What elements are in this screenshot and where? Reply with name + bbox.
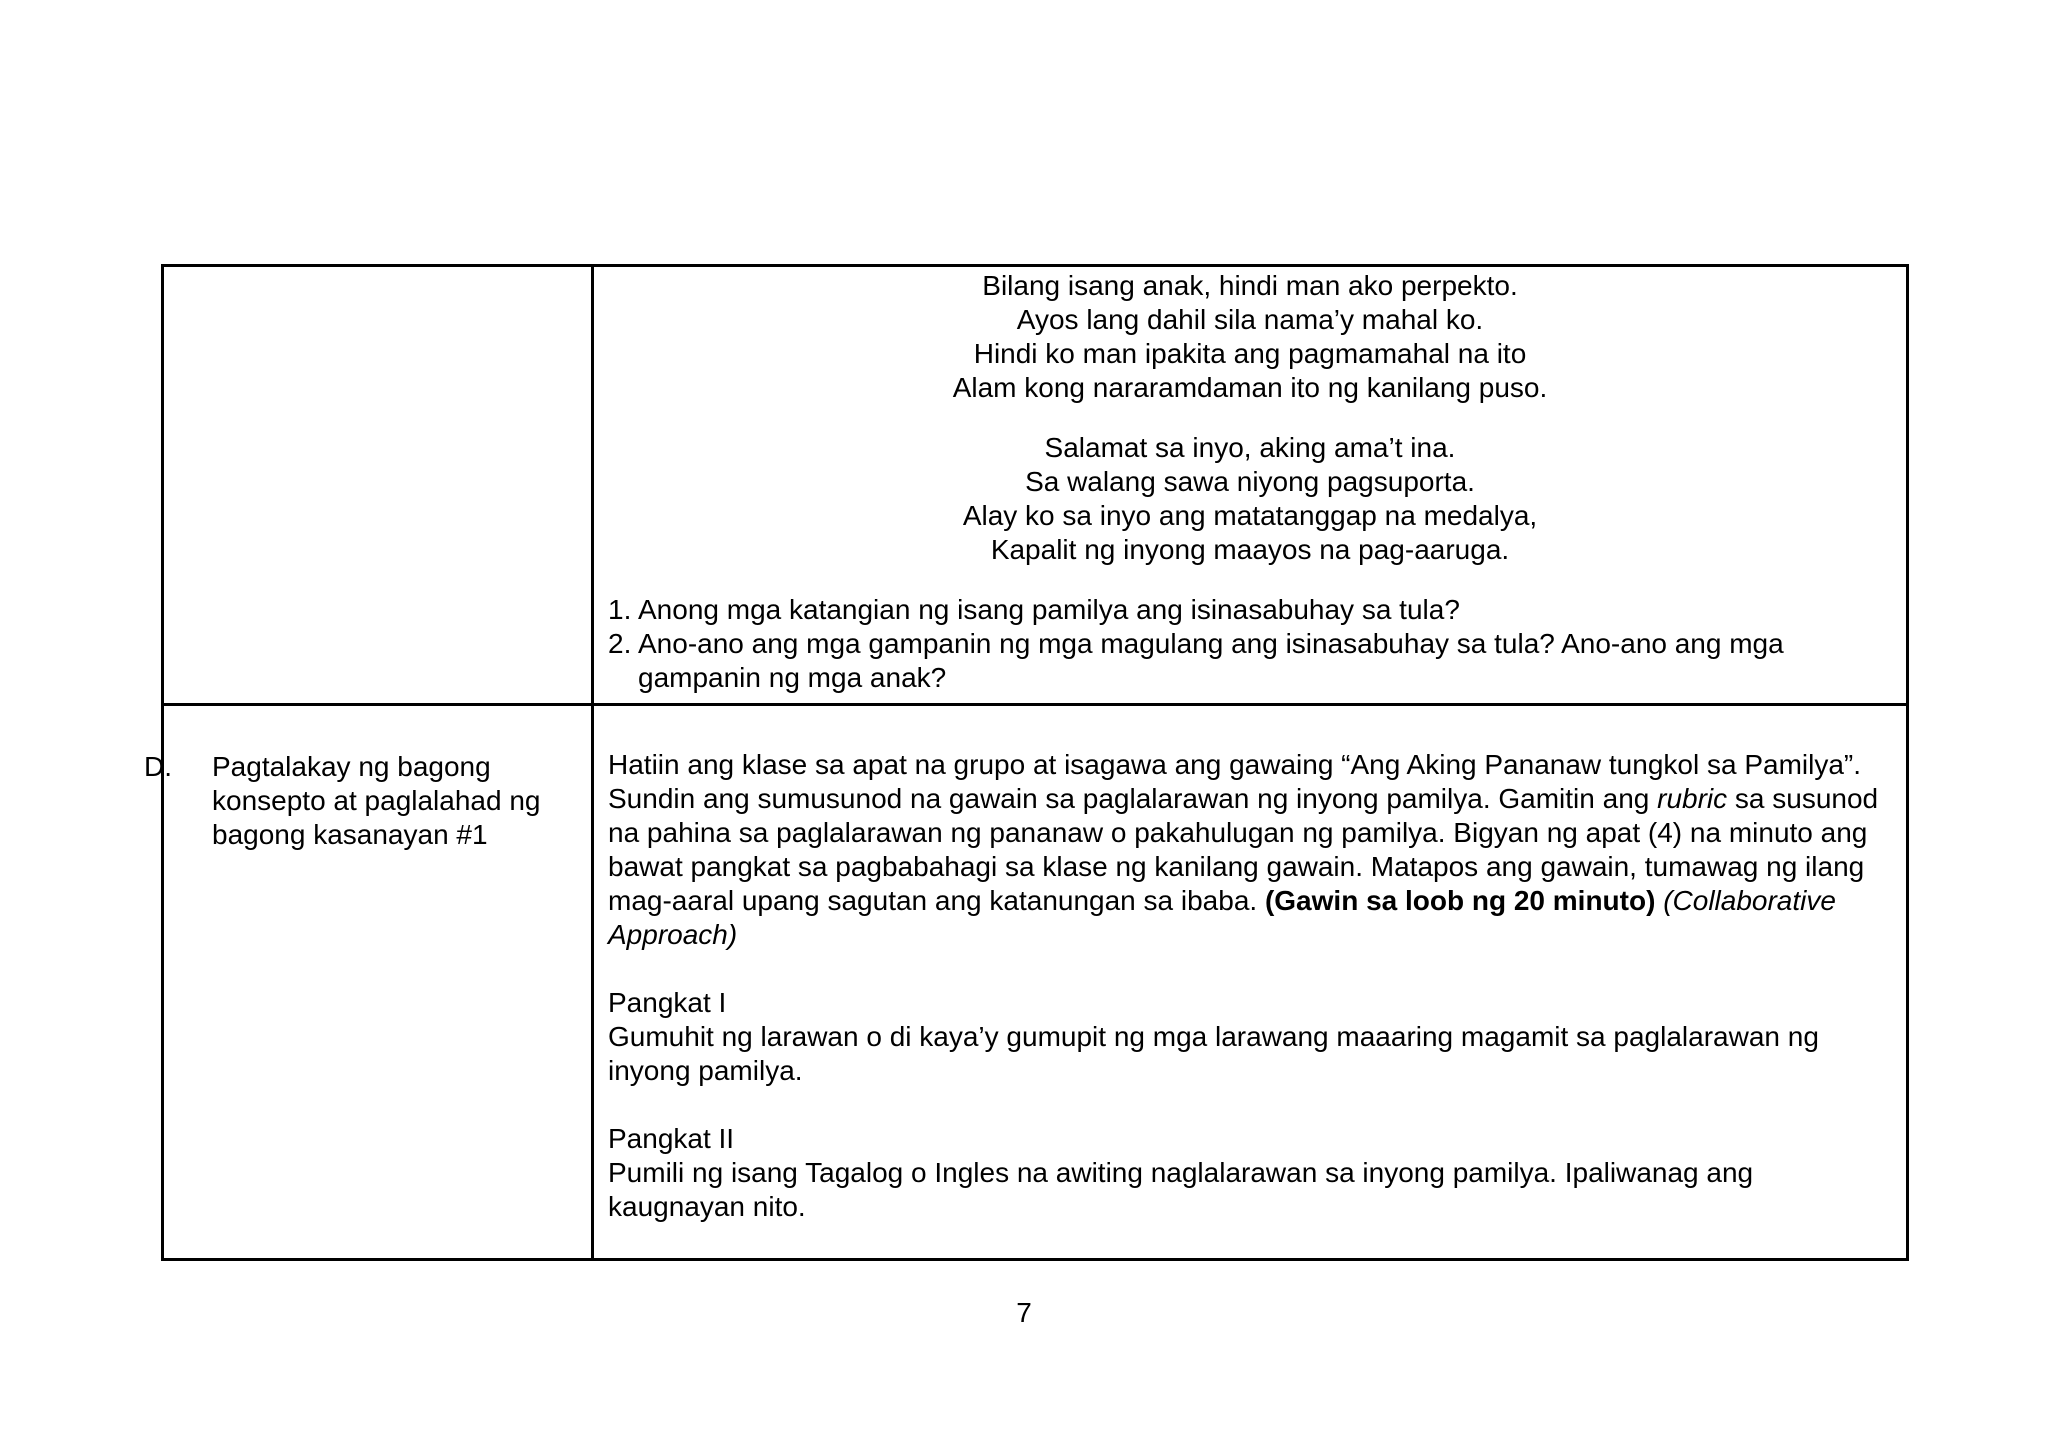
lesson-plan-table (144, 264, 1909, 1261)
rubric-word: rubric (1657, 783, 1728, 814)
question-list (594, 593, 1906, 695)
instructions-part-1: Hatiin ang klase sa apat na grupo at isagawa ang gawaing “Ang Aking Pananaw tungkol sa Pamilya”. Sundin ang sumusunod na gawain sa paglalarawan ng inyong pamilya. Gamitin ang (608, 749, 1862, 814)
time-note: (Gawin sa loob ng 20 minuto) (1264, 885, 1656, 916)
group-block (608, 986, 1894, 1088)
group-block (608, 1122, 1894, 1224)
poem-line: Sa walang sawa niyong pagsuporta. (1025, 466, 1475, 497)
poem (594, 267, 1906, 567)
instructions-part-2: sa susunod na pahina sa paglalarawan ng pananaw o pakahulugan ng pamilya. Bigyan ng apat (4) na minuto ang bawat pangkat sa pagbabahagi sa klase ng kanilang gawain. Matapos ang gawain, tumawag ng ilang mag-aaral upang sagutan ang katanungan sa ibaba. (608, 783, 1879, 916)
poem-cell (593, 266, 1908, 705)
section-marker: D. (144, 751, 172, 782)
poem-line: Bilang isang anak, hindi man ako perpekto. (982, 270, 1518, 301)
poem-line: Salamat sa inyo, aking ama’t ina. (1044, 432, 1456, 463)
group-text: Pumili ng isang Tagalog o Ingles na awiting naglalarawan sa inyong pamilya. Ipaliwanag ang kaugnayan nito. (608, 1157, 1754, 1222)
section-label (144, 706, 591, 852)
table-row (163, 266, 1908, 705)
poem-stanza-1 (594, 269, 1906, 405)
group-title: Pangkat I (608, 987, 727, 1018)
poem-line: Ayos lang dahil sila nama’y mahal ko. (1016, 304, 1484, 335)
poem-line: Hindi ko man ipakita ang pagmamahal na ito (973, 338, 1527, 369)
list-item (608, 593, 1906, 627)
approach-note: (Collaborative Approach) (608, 885, 1836, 950)
page-number: 7 (1016, 1297, 1032, 1328)
poem-line: Alam kong nararamdaman ito ng kanilang puso. (952, 372, 1548, 403)
activity-cell (593, 705, 1908, 1260)
list-item (608, 627, 1906, 695)
question-number: 1. (608, 594, 632, 625)
poem-stanza-2 (594, 431, 1906, 567)
group-title: Pangkat II (608, 1123, 735, 1154)
table-row (163, 705, 1908, 1260)
left-cell-empty (163, 266, 593, 705)
section-label-cell (144, 705, 593, 1260)
question-text: Anong mga katangian ng isang pamilya ang isinasabuhay sa tula? (638, 594, 1460, 625)
poem-line: Kapalit ng inyong maayos na pag-aaruga. (990, 534, 1510, 565)
activity-content (594, 706, 1906, 1224)
poem-line: Alay ko sa inyo ang matatanggap na medalya, (962, 500, 1538, 531)
question-text: Ano-ano ang mga gampanin ng mga magulang ang isinasabuhay sa tula? Ano-ano ang mga gampanin ng mga anak? (638, 628, 1784, 693)
section-label-text: Pagtalakay ng bagong konsepto at paglalahad ng bagong kasanayan #1 (212, 751, 541, 850)
instructions-paragraph (608, 748, 1894, 952)
question-number: 2. (608, 628, 632, 659)
group-text: Gumuhit ng larawan o di kaya’y gumupit ng mga larawang maaaring magamit sa paglalarawan ng inyong pamilya. (608, 1021, 1819, 1086)
